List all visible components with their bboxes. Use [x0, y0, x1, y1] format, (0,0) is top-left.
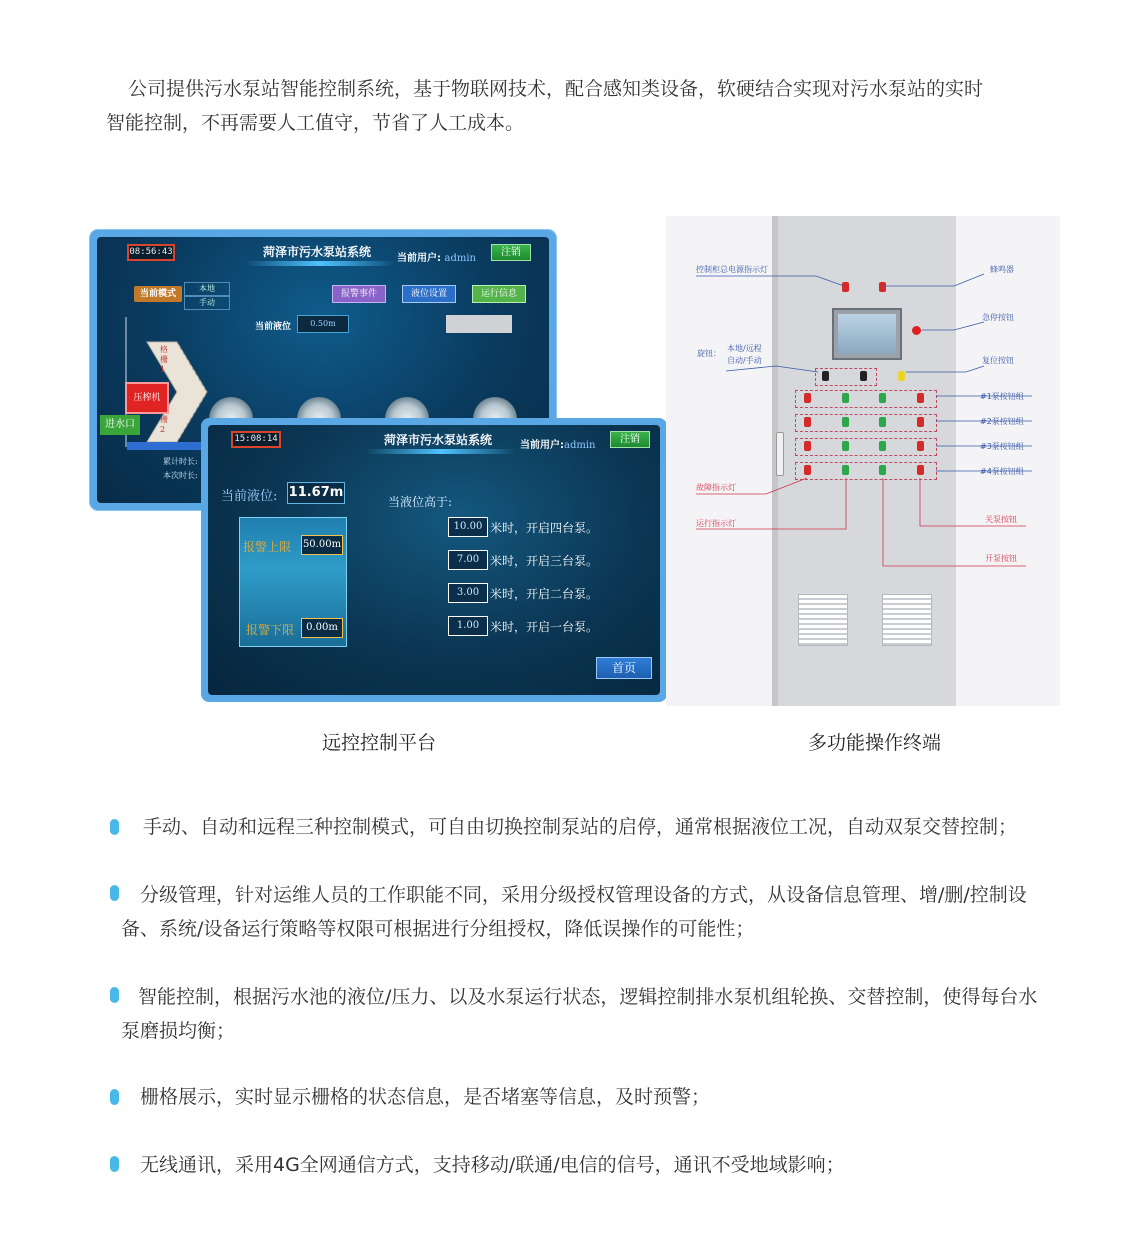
feature-3-line-1: 智能控制，根据污水池的液位/压力、以及水泵运行状态，逻辑控制排水泵机组轮换、交替控制，使得每台水 — [138, 986, 1038, 1008]
intro-line-1: 公司提供污水泵站智能控制系统，基于物联网技术，配合感知类设备，软硬结合实现对污水泵站的实时 — [128, 78, 984, 100]
grid-1-label: 格栅1 — [160, 345, 168, 374]
feature-2-line-1: 分级管理，针对运维人员的工作职能不同，采用分级授权管理设备的方式，从设备信息管理、增/删/控制设 — [140, 884, 1027, 906]
level-title-underline — [366, 449, 516, 454]
callout-knob: 旋钮： — [697, 349, 721, 358]
callout-running: 运行指示灯 — [696, 519, 736, 528]
callout-off: 关泵按钮 — [985, 515, 1017, 524]
callout-group-2: #2泵按钮组 — [980, 417, 1024, 426]
level-current-label: 当前液位: — [221, 489, 278, 504]
level-user-label: 当前用户:admin — [520, 440, 596, 451]
level-setting-screen — [201, 418, 667, 702]
feature-5-text: 无线通讯，采用4G全网通信方式，支持移动/联通/电信的信号，通讯不受地域影响； — [140, 1154, 845, 1176]
screen-title: 菏泽市污水泵站系统 — [262, 245, 371, 259]
mode-local-option[interactable]: 本地 — [184, 282, 230, 296]
caption-operation-terminal: 多功能操作终端 — [808, 732, 942, 754]
home-button[interactable]: 首页 — [596, 657, 652, 679]
current-user-value: admin — [444, 253, 476, 264]
feature-2-line-2: 备、系统/设备运行策略等权限可根据进行分组授权，降低误操作的可能性； — [121, 918, 755, 940]
level-settings-button[interactable]: 液位设置 — [402, 285, 456, 303]
callout-fault: 故障指示灯 — [696, 483, 736, 492]
callout-power-light: 控制柜总电源指示灯 — [696, 265, 768, 274]
bullet-marker — [110, 885, 119, 901]
level-logout-button[interactable]: 注销 — [610, 431, 650, 448]
bullet-marker — [110, 819, 119, 835]
alarm-events-button[interactable]: 报警事件 — [332, 285, 386, 303]
caption-remote-platform: 远控控制平台 — [322, 732, 437, 754]
rule-4-input[interactable]: 1.00 — [448, 616, 488, 636]
mode-label: 当前模式 — [134, 286, 182, 302]
feature-1-text: 手动、自动和远程三种控制模式，可自由切换控制泵站的启停，通常根据液位工况，自动双泵交替控制； — [143, 816, 1018, 838]
rule-2-input[interactable]: 7.00 — [448, 550, 488, 570]
press-machine[interactable]: 压榨机 — [125, 382, 169, 414]
feature-3-line-2: 泵磨损均衡； — [121, 1020, 236, 1042]
run-info-button[interactable]: 运行信息 — [472, 285, 526, 303]
current-user-label: 当前用户: admin — [397, 253, 476, 264]
intro-line-2: 智能控制，不再需要人工值守，节省了人工成本。 — [106, 112, 525, 134]
alarm-lower-label: 报警下限 — [246, 623, 295, 637]
callout-lines — [666, 216, 1060, 706]
callout-reset: 复位按钮 — [982, 356, 1014, 365]
bullet-marker — [110, 1089, 119, 1105]
alarm-upper-input[interactable]: 50.00m — [301, 535, 343, 555]
grid-2-label: 栅2 — [160, 415, 168, 434]
current-level-label: 当前液位 — [255, 322, 292, 332]
rule-4-text: 米时，开启一台泵。 — [490, 620, 599, 634]
alarm-upper-label: 报警上限 — [243, 540, 292, 554]
level-user-value: admin — [564, 440, 596, 451]
bullet-marker — [110, 1156, 119, 1172]
rule-1-text: 米时，开启四台泵。 — [490, 521, 599, 535]
callout-group-4: #4泵按钮组 — [980, 467, 1024, 476]
callout-group-3: #3泵按钮组 — [980, 442, 1024, 451]
callout-knob-opt1: 本地/远程 — [727, 344, 762, 353]
rule-heading: 当液位高于: — [388, 495, 453, 509]
callout-buzzer: 蜂鸣器 — [990, 265, 1014, 274]
clock-display: 08:56:43 — [127, 244, 175, 261]
status-display-box — [446, 315, 512, 333]
logout-button[interactable]: 注销 — [491, 244, 531, 261]
rule-3-text: 米时，开启二台泵。 — [490, 587, 599, 601]
level-clock-display: 15:08:14 — [231, 431, 281, 448]
rule-2-text: 米时，开启三台泵。 — [490, 554, 599, 568]
current-level-value: 0.50m — [297, 315, 349, 333]
water-inlet: 进水口 — [100, 415, 140, 435]
callout-group-1: #1泵按钮组 — [980, 392, 1024, 401]
bullet-marker — [110, 987, 119, 1003]
level-screen-title: 菏泽市污水泵站系统 — [383, 433, 492, 447]
callout-knob-opt2: 自动/手动 — [727, 356, 762, 365]
this-run-time-label: 本次时长: — [163, 471, 198, 480]
callout-on: 开泵按钮 — [985, 554, 1017, 563]
intro-paragraph — [106, 72, 1026, 140]
rule-1-input[interactable]: 10.00 — [448, 517, 488, 537]
cumulative-time-label: 累计时长: — [163, 457, 198, 466]
alarm-lower-input[interactable]: 0.00m — [301, 618, 343, 638]
level-current-value: 11.67m — [287, 482, 345, 504]
rule-3-input[interactable]: 3.00 — [448, 583, 488, 603]
mode-manual-option[interactable]: 手动 — [184, 296, 230, 310]
callout-estop: 急停按钮 — [982, 313, 1014, 322]
feature-4-text: 栅格展示，实时显示栅格的状态信息，是否堵塞等信息，及时预警； — [140, 1086, 711, 1108]
title-underline — [245, 261, 395, 266]
